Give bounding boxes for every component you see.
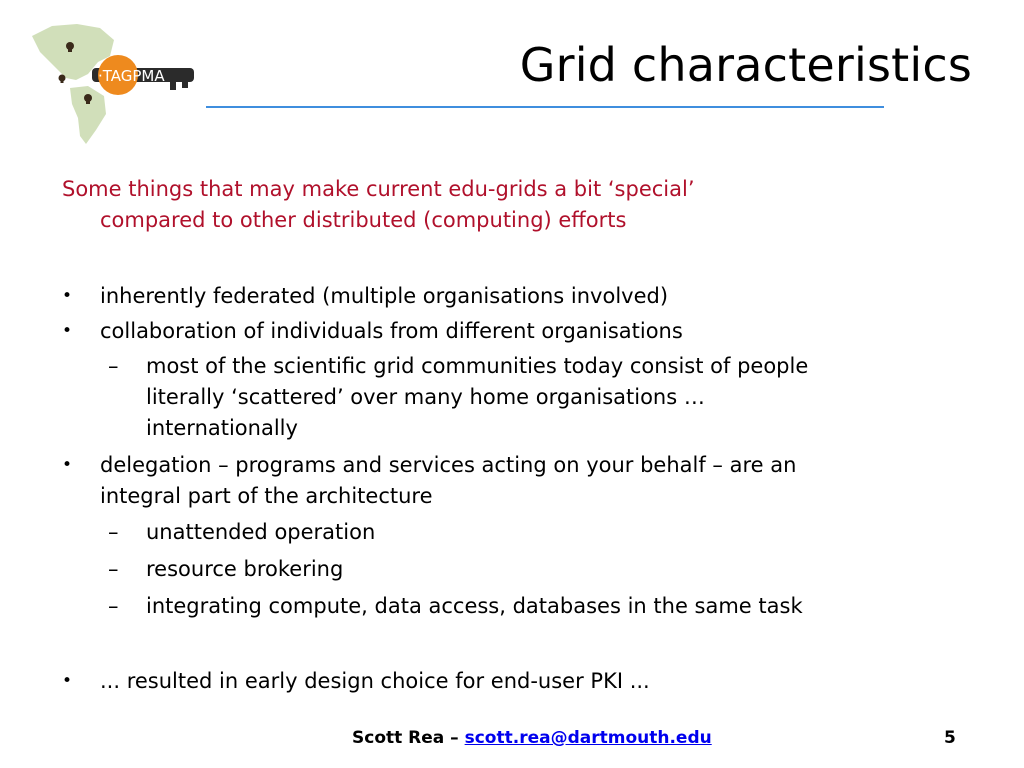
sub-bullet-item bbox=[108, 351, 978, 444]
bullet-item bbox=[62, 450, 972, 512]
tagpma-logo-graphic bbox=[22, 18, 202, 148]
bullet-marker: • bbox=[62, 671, 73, 691]
sub-bullet-item bbox=[108, 554, 978, 585]
tagpma-logo bbox=[22, 18, 202, 148]
dash-marker: – bbox=[108, 520, 119, 544]
bullet-text: ... resulted in early design choice for end-user PKI ... bbox=[100, 669, 650, 693]
author-name: Scott Rea – bbox=[352, 728, 465, 748]
title-underline bbox=[206, 106, 884, 108]
bullet-item bbox=[62, 316, 972, 347]
bullet-marker: • bbox=[62, 455, 73, 475]
sub-bullet-item bbox=[108, 591, 978, 622]
sub-bullet-text: resource brokering bbox=[146, 557, 344, 581]
bullet-text: inherently federated (multiple organisations involved) bbox=[100, 284, 669, 308]
bullet-text-line: integral part of the architecture bbox=[100, 484, 433, 508]
dash-marker: – bbox=[108, 557, 119, 581]
sub-bullet-text-line: internationally bbox=[146, 416, 298, 440]
footer-author bbox=[352, 728, 712, 748]
sub-bullet-text-line: literally ‘scattered’ over many home organisations … bbox=[146, 385, 705, 409]
bullet-text: collaboration of individuals from different organisations bbox=[100, 319, 683, 343]
sub-bullet-item bbox=[108, 517, 978, 548]
slide-number: 5 bbox=[944, 728, 956, 748]
dash-marker: – bbox=[108, 354, 119, 378]
intro-paragraph bbox=[62, 174, 892, 236]
bullet-item bbox=[62, 666, 972, 697]
slide-footer bbox=[0, 728, 1024, 756]
intro-line-1: Some things that may make current edu-grids a bit ‘special’ bbox=[62, 177, 695, 201]
sub-bullet-text: integrating compute, data access, databases in the same task bbox=[146, 594, 803, 618]
sub-bullet-text: unattended operation bbox=[146, 520, 376, 544]
bullet-marker: • bbox=[62, 286, 73, 306]
bullet-marker: • bbox=[62, 321, 73, 341]
sub-bullet-text-line: most of the scientific grid communities today consist of people bbox=[146, 354, 809, 378]
slide-title: Grid characteristics bbox=[519, 38, 972, 92]
bullet-item bbox=[62, 281, 972, 312]
dash-marker: – bbox=[108, 594, 119, 618]
intro-line-2: compared to other distributed (computing) efforts bbox=[100, 208, 627, 232]
logo-text: ·TAGPMA bbox=[98, 67, 165, 85]
email-link[interactable]: scott.rea@dartmouth.edu bbox=[464, 728, 712, 748]
bullet-text-line: delegation – programs and services acting on your behalf – are an bbox=[100, 453, 797, 477]
